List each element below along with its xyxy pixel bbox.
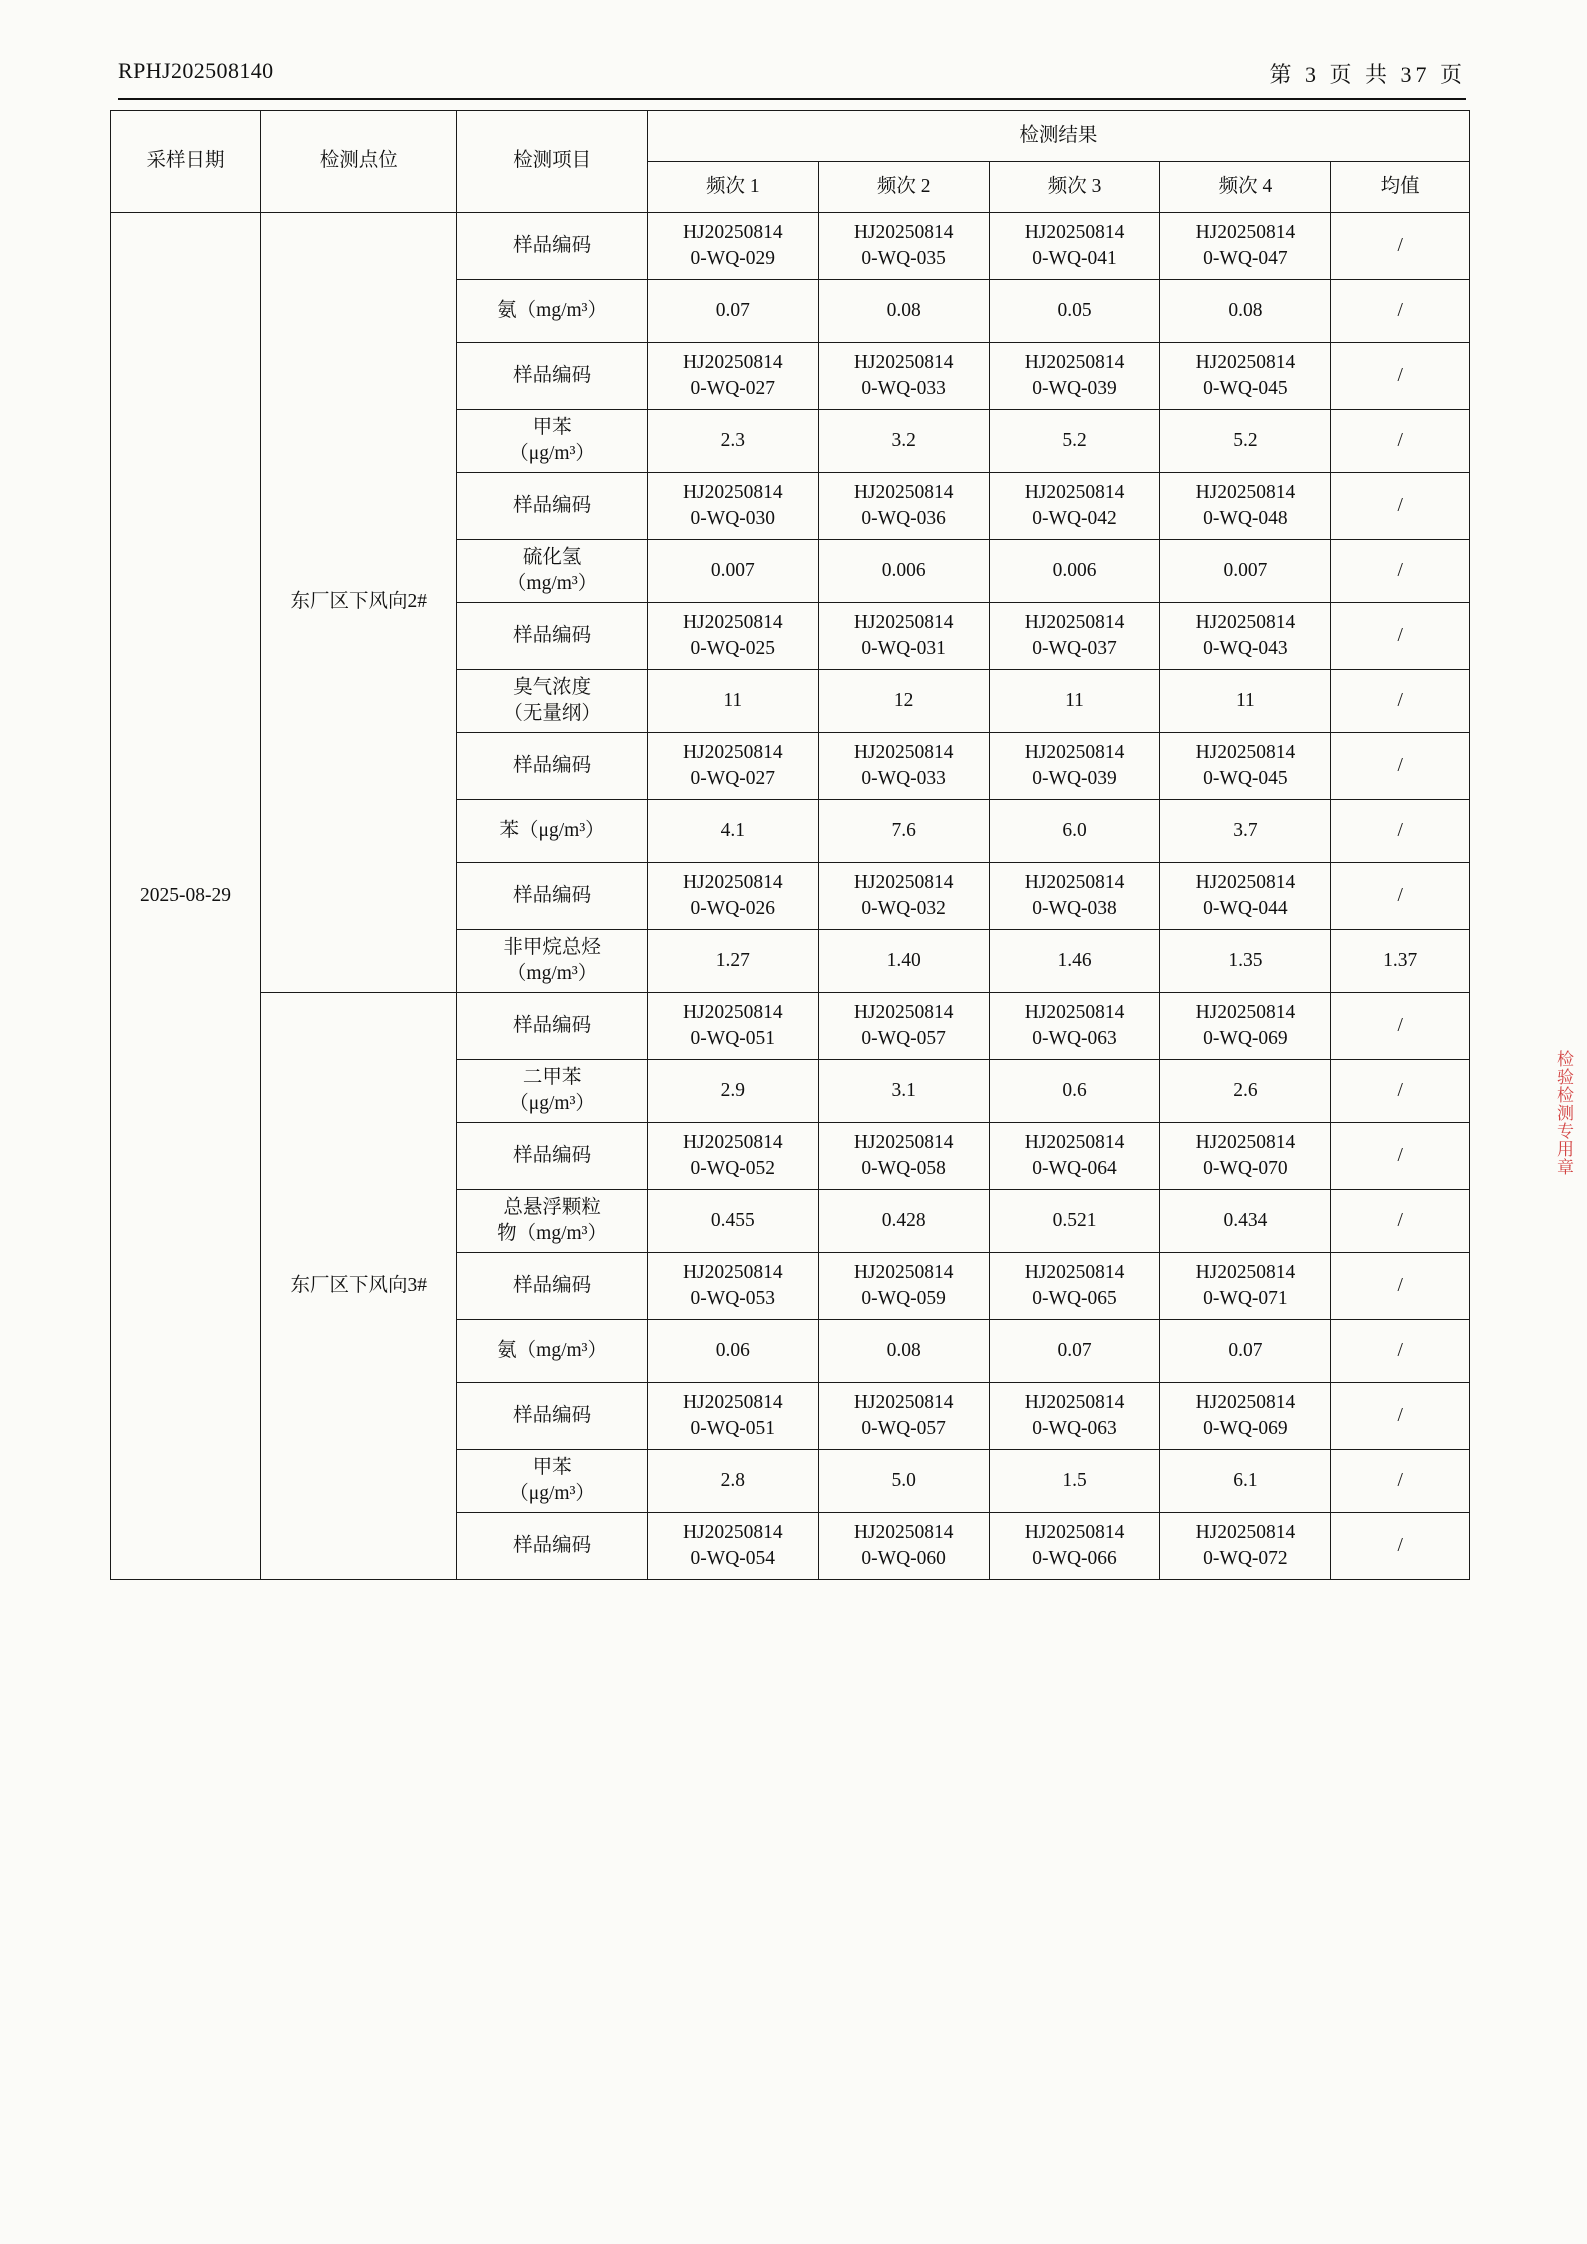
item-name-line2: （无量纲）	[503, 703, 601, 724]
measurement-value: 0.08	[818, 1320, 989, 1383]
item-name: 样品编码	[457, 213, 648, 280]
sample-code-cell	[989, 863, 1160, 930]
item-name: 样品编码	[457, 1383, 648, 1450]
average-cell: /	[1331, 863, 1470, 930]
sample-code-line1: HJ20250814	[853, 1391, 954, 1413]
measurement-value: 3.2	[818, 410, 989, 473]
item-name-line1: 非甲烷总烃	[503, 936, 601, 958]
sample-code-line2: 0-WQ-057	[861, 1028, 946, 1049]
measurement-value: 1.5	[989, 1450, 1160, 1513]
measurement-value: 3.1	[818, 1060, 989, 1123]
table-row	[111, 993, 1470, 1060]
sample-code-line2: 0-WQ-042	[1032, 508, 1117, 529]
item-name: 样品编码	[457, 603, 648, 670]
measurement-value: 11	[989, 670, 1160, 733]
measurement-value: 0.007	[1160, 540, 1331, 603]
sample-code-line2: 0-WQ-051	[690, 1028, 776, 1049]
sample-code-line2: 0-WQ-072	[1203, 1548, 1288, 1569]
item-name	[457, 540, 648, 603]
sample-code-line1: HJ20250814	[682, 1001, 783, 1023]
item-name: 样品编码	[457, 733, 648, 800]
sample-code-line2: 0-WQ-066	[1032, 1548, 1117, 1569]
average-cell: /	[1331, 1060, 1470, 1123]
item-name: 样品编码	[457, 993, 648, 1060]
measurement-value: 0.521	[989, 1190, 1160, 1253]
sample-code-line1: HJ20250814	[1024, 1001, 1125, 1023]
sample-code-cell	[647, 733, 818, 800]
sample-code-cell	[1160, 733, 1331, 800]
sample-code-line2: 0-WQ-069	[1203, 1028, 1288, 1049]
sample-code-cell	[989, 733, 1160, 800]
sample-code-cell	[818, 1513, 989, 1580]
item-name	[457, 1450, 648, 1513]
sample-code-line1: HJ20250814	[853, 1001, 954, 1023]
sample-code-cell	[1160, 993, 1331, 1060]
average-cell: /	[1331, 670, 1470, 733]
sample-code-line2: 0-WQ-036	[861, 508, 946, 529]
measurement-value: 12	[818, 670, 989, 733]
sample-code-cell	[647, 473, 818, 540]
average-cell: /	[1331, 733, 1470, 800]
sample-code-line1: HJ20250814	[853, 1521, 954, 1543]
sample-code-line1: HJ20250814	[1024, 871, 1125, 893]
sample-code-cell	[818, 603, 989, 670]
average-cell: /	[1331, 1190, 1470, 1253]
sample-code-line2: 0-WQ-065	[1032, 1288, 1117, 1309]
sample-code-line2: 0-WQ-045	[1203, 378, 1288, 399]
sample-code-cell	[818, 993, 989, 1060]
sample-code-cell	[818, 213, 989, 280]
sample-code-line1: HJ20250814	[682, 1521, 783, 1543]
sample-code-line2: 0-WQ-031	[861, 638, 946, 659]
sample-code-line1: HJ20250814	[1024, 351, 1125, 373]
average-cell: /	[1331, 343, 1470, 410]
sample-code-cell	[647, 343, 818, 410]
header-f3: 频次 3	[989, 162, 1160, 213]
sample-code-line1: HJ20250814	[1195, 741, 1296, 763]
sample-code-cell	[1160, 1513, 1331, 1580]
item-name-line1: 甲苯	[532, 416, 572, 438]
sample-code-line1: HJ20250814	[1195, 1131, 1296, 1153]
sample-code-cell	[818, 473, 989, 540]
measurement-value: 0.434	[1160, 1190, 1331, 1253]
sample-code-line1: HJ20250814	[682, 221, 783, 243]
sample-code-line2: 0-WQ-053	[690, 1288, 776, 1309]
sample-code-cell	[1160, 473, 1331, 540]
measurement-value: 11	[1160, 670, 1331, 733]
sample-code-line1: HJ20250814	[1195, 1521, 1296, 1543]
item-name	[457, 1320, 648, 1383]
item-name-line1: 氨（mg/m³）	[497, 1339, 608, 1361]
sample-code-cell	[647, 863, 818, 930]
header-f2: 频次 2	[818, 162, 989, 213]
average-cell: /	[1331, 1513, 1470, 1580]
sample-code-line2: 0-WQ-041	[1032, 248, 1117, 269]
item-name-line2: （mg/m³）	[506, 963, 598, 984]
page-header	[118, 58, 1466, 100]
item-name	[457, 410, 648, 473]
item-name: 样品编码	[457, 1253, 648, 1320]
measurement-value: 0.455	[647, 1190, 818, 1253]
measurement-value: 5.2	[989, 410, 1160, 473]
average-cell: 1.37	[1331, 930, 1470, 993]
average-cell: /	[1331, 603, 1470, 670]
sample-code-cell	[818, 733, 989, 800]
sample-code-cell	[818, 863, 989, 930]
measurement-value: 7.6	[818, 800, 989, 863]
measurement-value: 1.46	[989, 930, 1160, 993]
header-avg: 均值	[1331, 162, 1470, 213]
sample-code-cell	[989, 1123, 1160, 1190]
sample-code-line1: HJ20250814	[853, 741, 954, 763]
sample-code-cell	[647, 1513, 818, 1580]
sample-code-line2: 0-WQ-057	[861, 1418, 946, 1439]
measurement-value: 0.428	[818, 1190, 989, 1253]
sample-code-cell	[989, 603, 1160, 670]
sample-code-cell	[1160, 1383, 1331, 1450]
average-cell: /	[1331, 213, 1470, 280]
average-cell: /	[1331, 540, 1470, 603]
measurement-value: 1.40	[818, 930, 989, 993]
sample-code-cell	[647, 993, 818, 1060]
sample-code-line1: HJ20250814	[1024, 1521, 1125, 1543]
results-table	[110, 110, 1470, 1580]
item-name-line2: （μg/m³）	[509, 1483, 595, 1504]
sample-code-cell	[1160, 343, 1331, 410]
sample-code-line1: HJ20250814	[1024, 1131, 1125, 1153]
item-name-line1: 氨（mg/m³）	[497, 299, 608, 321]
sample-code-line2: 0-WQ-032	[861, 898, 946, 919]
item-name	[457, 800, 648, 863]
sample-code-cell	[989, 1253, 1160, 1320]
sample-code-line2: 0-WQ-059	[861, 1288, 946, 1309]
sample-code-line1: HJ20250814	[1195, 611, 1296, 633]
sample-code-line1: HJ20250814	[1024, 221, 1125, 243]
sample-code-line1: HJ20250814	[1195, 1001, 1296, 1023]
sample-code-line1: HJ20250814	[1195, 221, 1296, 243]
sample-code-line2: 0-WQ-027	[690, 768, 776, 789]
sample-code-cell	[818, 1383, 989, 1450]
sample-code-line1: HJ20250814	[853, 871, 954, 893]
sample-code-line2: 0-WQ-045	[1203, 768, 1288, 789]
sample-code-cell	[989, 1383, 1160, 1450]
sample-code-line2: 0-WQ-029	[690, 248, 776, 269]
measurement-value: 11	[647, 670, 818, 733]
sample-code-line1: HJ20250814	[1195, 351, 1296, 373]
item-name: 样品编码	[457, 343, 648, 410]
measurement-value: 2.3	[647, 410, 818, 473]
sample-code-line1: HJ20250814	[853, 1261, 954, 1283]
measurement-value: 5.0	[818, 1450, 989, 1513]
sample-code-line1: HJ20250814	[853, 1131, 954, 1153]
sample-code-line2: 0-WQ-033	[861, 378, 946, 399]
measurement-value: 2.9	[647, 1060, 818, 1123]
sample-code-cell	[647, 603, 818, 670]
sample-code-line1: HJ20250814	[682, 481, 783, 503]
sample-code-cell	[1160, 603, 1331, 670]
item-name-line2: （mg/m³）	[506, 573, 598, 594]
sample-code-line2: 0-WQ-039	[1032, 378, 1117, 399]
sample-code-line1: HJ20250814	[1024, 611, 1125, 633]
sample-code-line2: 0-WQ-060	[861, 1548, 946, 1569]
item-name: 样品编码	[457, 1513, 648, 1580]
measurement-value: 4.1	[647, 800, 818, 863]
sample-code-line2: 0-WQ-051	[690, 1418, 776, 1439]
sample-code-line2: 0-WQ-035	[861, 248, 946, 269]
sample-code-line2: 0-WQ-043	[1203, 638, 1288, 659]
sample-code-cell	[818, 1123, 989, 1190]
average-cell: /	[1331, 1450, 1470, 1513]
sample-code-line2: 0-WQ-030	[690, 508, 776, 529]
sample-code-line2: 0-WQ-038	[1032, 898, 1117, 919]
sample-code-cell	[647, 1253, 818, 1320]
measurement-value: 0.007	[647, 540, 818, 603]
sample-code-cell	[1160, 213, 1331, 280]
average-cell: /	[1331, 1123, 1470, 1190]
item-name	[457, 280, 648, 343]
item-name-line2: （μg/m³）	[509, 443, 595, 464]
header-f4: 频次 4	[1160, 162, 1331, 213]
item-name	[457, 930, 648, 993]
measurement-value: 0.06	[647, 1320, 818, 1383]
item-name: 样品编码	[457, 863, 648, 930]
sample-code-line2: 0-WQ-063	[1032, 1418, 1117, 1439]
sample-code-line2: 0-WQ-037	[1032, 638, 1117, 659]
measurement-value: 1.35	[1160, 930, 1331, 993]
sample-code-cell	[989, 473, 1160, 540]
measurement-value: 0.6	[989, 1060, 1160, 1123]
sample-code-cell	[989, 213, 1160, 280]
measurement-value: 0.006	[989, 540, 1160, 603]
sample-code-line1: HJ20250814	[1195, 1391, 1296, 1413]
item-name: 样品编码	[457, 1123, 648, 1190]
measurement-value: 0.05	[989, 280, 1160, 343]
sample-code-line1: HJ20250814	[1024, 1261, 1125, 1283]
measurement-value: 3.7	[1160, 800, 1331, 863]
average-cell: /	[1331, 410, 1470, 473]
average-cell: /	[1331, 280, 1470, 343]
sample-code-line2: 0-WQ-025	[690, 638, 776, 659]
item-name-line1: 甲苯	[532, 1456, 572, 1478]
sample-code-line2: 0-WQ-047	[1203, 248, 1288, 269]
measurement-value: 6.0	[989, 800, 1160, 863]
sample-code-cell	[818, 343, 989, 410]
sample-code-cell	[989, 993, 1160, 1060]
sample-code-cell	[1160, 1253, 1331, 1320]
sample-code-line1: HJ20250814	[1195, 481, 1296, 503]
sample-code-line2: 0-WQ-064	[1032, 1158, 1117, 1179]
sample-code-line1: HJ20250814	[853, 611, 954, 633]
header-results: 检测结果	[647, 111, 1469, 162]
item-name-line1: 总悬浮颗粒	[503, 1196, 601, 1218]
sample-code-line2: 0-WQ-054	[690, 1548, 776, 1569]
sample-code-line2: 0-WQ-044	[1203, 898, 1288, 919]
item-name-line1: 臭气浓度	[513, 676, 592, 698]
sample-code-line1: HJ20250814	[682, 611, 783, 633]
sample-code-line1: HJ20250814	[1195, 1261, 1296, 1283]
sample-code-line1: HJ20250814	[853, 481, 954, 503]
sample-code-line1: HJ20250814	[682, 351, 783, 373]
measurement-value: 1.27	[647, 930, 818, 993]
average-cell: /	[1331, 800, 1470, 863]
header-f1: 频次 1	[647, 162, 818, 213]
average-cell: /	[1331, 473, 1470, 540]
item-name	[457, 1190, 648, 1253]
sample-code-cell	[1160, 863, 1331, 930]
item-name-line2: （μg/m³）	[509, 1093, 595, 1114]
table-header-row-1	[111, 111, 1470, 162]
measurement-value: 6.1	[1160, 1450, 1331, 1513]
sample-code-cell	[647, 213, 818, 280]
item-name: 样品编码	[457, 473, 648, 540]
table-row	[111, 213, 1470, 280]
measurement-value: 2.8	[647, 1450, 818, 1513]
item-name-line2: 物（mg/m³）	[497, 1223, 608, 1244]
measurement-value: 0.07	[989, 1320, 1160, 1383]
sample-code-cell	[1160, 1123, 1331, 1190]
average-cell: /	[1331, 993, 1470, 1060]
monitoring-point: 东厂区下风向2#	[261, 213, 457, 993]
sample-code-line2: 0-WQ-071	[1203, 1288, 1288, 1309]
sample-code-line2: 0-WQ-033	[861, 768, 946, 789]
sample-code-line2: 0-WQ-058	[861, 1158, 946, 1179]
red-stamp-text: 检验检测专用章	[1554, 1050, 1573, 1176]
sampling-date: 2025-08-29	[111, 213, 261, 1580]
sample-code-cell	[989, 343, 1160, 410]
header-item: 检测项目	[457, 111, 648, 213]
sample-code-line2: 0-WQ-048	[1203, 508, 1288, 529]
item-name	[457, 670, 648, 733]
average-cell: /	[1331, 1383, 1470, 1450]
monitoring-point: 东厂区下风向3#	[261, 993, 457, 1580]
report-number: RPHJ202508140	[118, 58, 274, 83]
sample-code-line2: 0-WQ-027	[690, 378, 776, 399]
measurement-value: 0.006	[818, 540, 989, 603]
sample-code-line1: HJ20250814	[1024, 1391, 1125, 1413]
measurement-value: 2.6	[1160, 1060, 1331, 1123]
average-cell: /	[1331, 1320, 1470, 1383]
sample-code-line2: 0-WQ-063	[1032, 1028, 1117, 1049]
header-point: 检测点位	[261, 111, 457, 213]
item-name	[457, 1060, 648, 1123]
measurement-value: 0.08	[1160, 280, 1331, 343]
item-name-line1: 硫化氢	[522, 546, 582, 568]
item-name-line1: 苯（μg/m³）	[499, 819, 605, 841]
sample-code-line1: HJ20250814	[682, 1131, 783, 1153]
header-date: 采样日期	[111, 111, 261, 213]
sample-code-line1: HJ20250814	[682, 1261, 783, 1283]
sample-code-line2: 0-WQ-069	[1203, 1418, 1288, 1439]
sample-code-line1: HJ20250814	[682, 741, 783, 763]
sample-code-line2: 0-WQ-039	[1032, 768, 1117, 789]
average-cell: /	[1331, 1253, 1470, 1320]
sample-code-line1: HJ20250814	[1195, 871, 1296, 893]
sample-code-line2: 0-WQ-052	[690, 1158, 776, 1179]
sample-code-line1: HJ20250814	[853, 221, 954, 243]
measurement-value: 5.2	[1160, 410, 1331, 473]
sample-code-cell	[818, 1253, 989, 1320]
item-name-line1: 二甲苯	[522, 1066, 582, 1088]
sample-code-cell	[989, 1513, 1160, 1580]
sample-code-line2: 0-WQ-070	[1203, 1158, 1288, 1179]
sample-code-line1: HJ20250814	[1024, 741, 1125, 763]
sample-code-cell	[647, 1123, 818, 1190]
sample-code-cell	[647, 1383, 818, 1450]
measurement-value: 0.07	[1160, 1320, 1331, 1383]
sample-code-line1: HJ20250814	[682, 871, 783, 893]
page-number: 第 3 页 共 37 页	[1269, 62, 1466, 87]
sample-code-line1: HJ20250814	[853, 351, 954, 373]
sample-code-line1: HJ20250814	[1024, 481, 1125, 503]
measurement-value: 0.08	[818, 280, 989, 343]
sample-code-line2: 0-WQ-026	[690, 898, 776, 919]
measurement-value: 0.07	[647, 280, 818, 343]
sample-code-line1: HJ20250814	[682, 1391, 783, 1413]
